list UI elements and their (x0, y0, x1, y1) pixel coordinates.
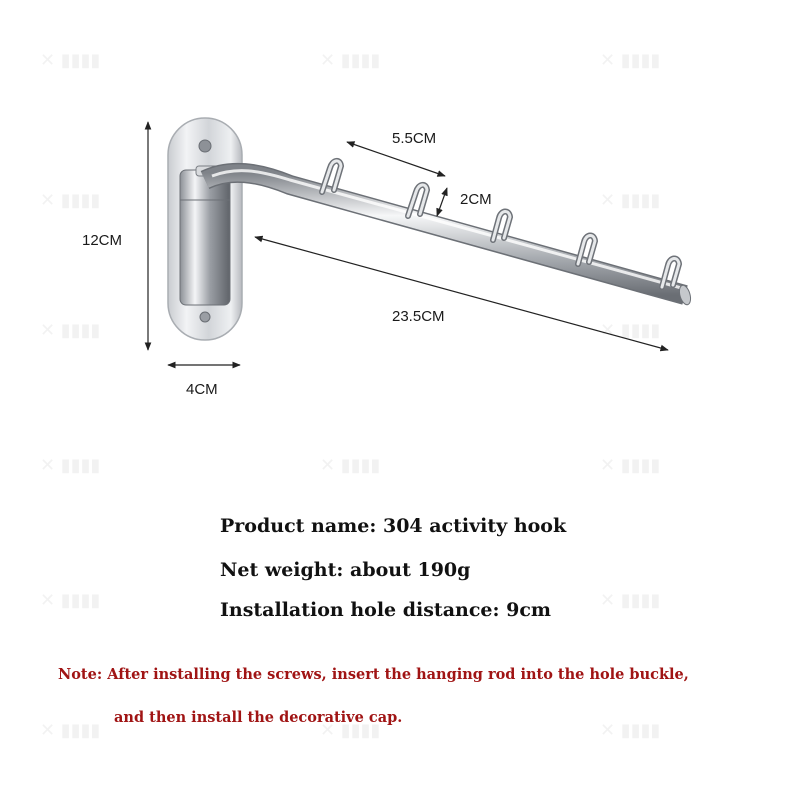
hinge-cylinder (180, 166, 230, 305)
length-arrow (255, 237, 668, 350)
spacing-arrow (347, 142, 445, 176)
spacing-label: 5.5CM (392, 130, 437, 147)
width-label: 4CM (186, 381, 218, 398)
installation-note-line1: Note: After installing the screws, insert the hanging rod into the hole buckle, (58, 666, 689, 683)
hook-height-label: 2CM (460, 191, 492, 208)
hook-height-arrow (437, 188, 447, 216)
height-label: 12CM (82, 232, 123, 249)
net-weight: Net weight: about 190g (220, 559, 471, 581)
hole-distance: Installation hole distance: 9cm (220, 599, 552, 621)
length-label: 23.5CM (392, 308, 445, 325)
top-screw-hole (199, 140, 211, 152)
product-name: Product name: 304 activity hook (220, 515, 567, 537)
hanging-rod (205, 171, 693, 306)
bottom-screw-hole (200, 312, 210, 322)
installation-note-line2: and then install the decorative cap. (114, 709, 403, 726)
